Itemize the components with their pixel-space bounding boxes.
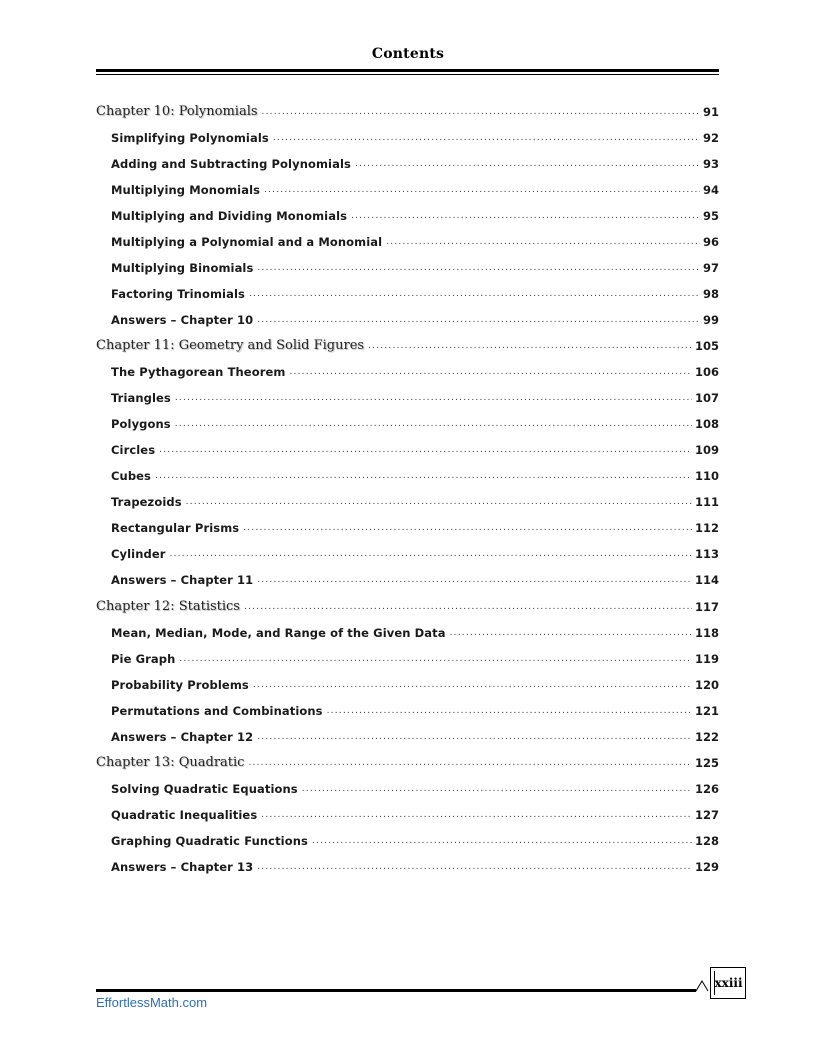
toc-dot-leader (289, 367, 692, 377)
toc-section-row[interactable] (96, 561, 719, 587)
toc-section-label: Cylinder (111, 547, 166, 561)
toc-page-number: 128 (694, 834, 719, 848)
page-title: Contents (371, 46, 445, 62)
toc-dot-leader (450, 628, 692, 638)
toc-section-row[interactable] (96, 848, 719, 874)
toc-page-number: 107 (694, 391, 719, 405)
toc-section-row[interactable] (96, 405, 719, 431)
toc-section-row[interactable] (96, 614, 719, 640)
toc-page-number: 119 (694, 651, 719, 666)
toc-section-row[interactable] (96, 353, 719, 379)
toc-dot-leader (257, 575, 692, 585)
footer-notch-decoration (696, 978, 710, 992)
toc-dot-leader (368, 341, 692, 351)
toc-section-row[interactable] (96, 119, 719, 145)
toc-dot-leader (253, 680, 692, 690)
toc-section-label: Probability Problems (111, 677, 249, 692)
toc-section-label: Answers – Chapter 10 (111, 312, 254, 327)
toc-chapter-row[interactable] (96, 327, 719, 354)
toc-chapter-label: Chapter 11: Geometry and Solid Figures (96, 338, 365, 353)
toc-dot-leader (273, 133, 700, 143)
toc-page-number: 94 (702, 182, 719, 197)
toc-dot-leader (175, 393, 692, 403)
toc-section-label: Pie Graph (111, 651, 176, 666)
toc-page-number: 112 (694, 521, 719, 535)
toc-page-number: 127 (694, 808, 719, 822)
toc-section-label: Adding and Subtracting Polynomials (111, 156, 351, 171)
toc-section-label: Rectangular Prisms (111, 521, 240, 535)
toc-section-label: Triangles (111, 391, 171, 405)
toc-page-number: 96 (702, 234, 719, 249)
toc-dot-leader (243, 523, 692, 533)
toc-section-row[interactable] (96, 249, 719, 275)
toc-dot-leader (248, 758, 692, 768)
toc-section-row[interactable] (96, 770, 719, 796)
toc-section-label: Answers – Chapter 13 (111, 860, 254, 874)
toc-page-number: 122 (694, 729, 719, 744)
toc-section-row[interactable] (96, 431, 719, 457)
toc-page-number: 121 (694, 703, 719, 718)
toc-dot-leader (351, 211, 700, 221)
toc-dot-leader (262, 107, 700, 117)
header-rule-thick (96, 69, 719, 72)
page-number-box (710, 967, 746, 999)
toc-page-number: 99 (702, 312, 719, 327)
toc-page-number: 118 (694, 625, 719, 640)
toc-chapter-label: Chapter 10: Polynomials (96, 103, 258, 119)
toc-dot-leader (386, 237, 700, 247)
table-of-contents (96, 92, 719, 874)
toc-section-row[interactable] (96, 692, 719, 718)
toc-section-row[interactable] (96, 718, 719, 744)
toc-section-label: Answers – Chapter 12 (111, 729, 254, 744)
toc-section-row[interactable] (96, 301, 719, 327)
toc-section-label: Mean, Median, Mode, and Range of the Given Data (111, 625, 446, 640)
toc-dot-leader (264, 185, 700, 195)
toc-section-label: Multiplying and Dividing Monomials (111, 208, 348, 223)
toc-dot-leader (159, 445, 692, 455)
toc-page-number: 117 (694, 599, 719, 614)
toc-page-number: 129 (694, 860, 719, 874)
toc-section-row[interactable] (96, 822, 719, 848)
toc-dot-leader (175, 419, 692, 429)
toc-dot-leader (249, 289, 700, 299)
toc-dot-leader (155, 471, 692, 481)
toc-page-number: 111 (694, 495, 719, 509)
toc-page-number: 95 (702, 208, 719, 223)
toc-chapter-row[interactable] (96, 92, 719, 119)
toc-section-row[interactable] (96, 457, 719, 483)
toc-section-row[interactable] (96, 509, 719, 535)
toc-page-number: 92 (702, 130, 719, 145)
toc-dot-leader (179, 654, 692, 664)
footer-rule (96, 989, 696, 992)
toc-section-label: Circles (111, 443, 156, 457)
toc-page-number: 109 (694, 443, 719, 457)
toc-section-label: Simplifying Polynomials (111, 130, 269, 145)
toc-dot-leader (257, 263, 700, 273)
toc-page-number: 110 (694, 469, 719, 483)
toc-dot-leader (170, 549, 692, 559)
toc-dot-leader (257, 732, 692, 742)
footer-site-link[interactable]: EffortlessMath.com (96, 995, 208, 1010)
toc-page-number: 91 (702, 104, 719, 119)
toc-dot-leader (257, 315, 700, 325)
toc-page-number: 93 (702, 156, 719, 171)
toc-dot-leader (327, 706, 692, 716)
toc-section-row[interactable] (96, 796, 719, 822)
toc-section-row[interactable] (96, 275, 719, 301)
toc-section-label: Permutations and Combinations (111, 703, 323, 718)
toc-dot-leader (302, 784, 692, 794)
toc-section-row[interactable] (96, 379, 719, 405)
toc-section-label: Multiplying Binomials (111, 260, 254, 275)
toc-section-label: Multiplying Monomials (111, 182, 261, 197)
header-rule-thin (96, 74, 719, 75)
page-number: xxiii (714, 971, 742, 995)
toc-page-number: 125 (694, 756, 719, 770)
toc-chapter-row[interactable] (96, 744, 719, 771)
toc-section-row[interactable] (96, 145, 719, 171)
toc-page-number: 97 (702, 260, 719, 275)
toc-dot-leader (257, 862, 692, 872)
toc-section-label: Trapezoids (111, 495, 182, 509)
toc-section-row[interactable] (96, 197, 719, 223)
toc-section-label: Solving Quadratic Equations (111, 782, 298, 796)
toc-page-number: 120 (694, 677, 719, 692)
toc-section-row[interactable] (96, 483, 719, 509)
toc-section-row[interactable] (96, 223, 719, 249)
toc-section-label: Cubes (111, 469, 152, 483)
toc-dot-leader (261, 810, 692, 820)
toc-chapter-row[interactable] (96, 587, 719, 614)
toc-page-number: 106 (694, 365, 719, 379)
toc-dot-leader (355, 159, 700, 169)
toc-page-number: 98 (702, 286, 719, 301)
toc-dot-leader (312, 836, 692, 846)
toc-section-label: Multiplying a Polynomial and a Monomial (111, 234, 383, 249)
toc-page-number: 114 (694, 573, 719, 587)
toc-section-label: The Pythagorean Theorem (111, 365, 286, 379)
toc-section-row[interactable] (96, 640, 719, 666)
toc-section-row[interactable] (96, 666, 719, 692)
toc-section-label: Factoring Trinomials (111, 286, 245, 301)
toc-dot-leader (244, 602, 692, 612)
toc-section-row[interactable] (96, 535, 719, 561)
toc-section-label: Polygons (111, 417, 171, 431)
toc-section-label: Graphing Quadratic Functions (111, 834, 308, 848)
toc-page-number: 113 (694, 547, 719, 561)
toc-page-number: 126 (694, 782, 719, 796)
toc-page-number: 108 (694, 417, 719, 431)
toc-section-row[interactable] (96, 171, 719, 197)
toc-dot-leader (186, 497, 692, 507)
toc-section-label: Answers – Chapter 11 (111, 573, 254, 587)
toc-page-number: 105 (694, 339, 719, 353)
toc-section-label: Quadratic Inequalities (111, 808, 258, 822)
toc-chapter-label: Chapter 13: Quadratic (96, 755, 245, 770)
toc-chapter-label: Chapter 12: Statistics (96, 598, 240, 614)
